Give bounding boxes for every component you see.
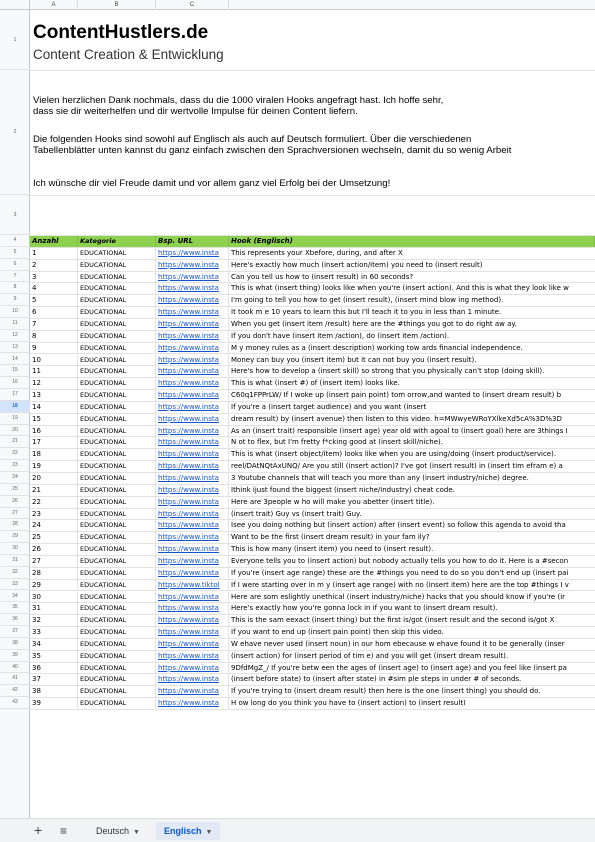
cell-url[interactable]: https://www.insta [156, 437, 229, 448]
table-row [30, 260, 595, 272]
table-row [30, 509, 595, 521]
row-header[interactable]: 33 [0, 579, 30, 591]
cell-url[interactable]: https://www.insta [156, 248, 229, 259]
cell-kategorie[interactable]: EDUCATIONAL [78, 686, 156, 697]
cell-url[interactable]: https://www.insta [156, 343, 229, 354]
table-row [30, 307, 595, 319]
cell-hook[interactable]: If you're trying to (insert dream result) then here is the one (insert thing) you should do. [231, 687, 541, 696]
cell-hook[interactable]: Ithink ijust found the biggest (insert niche/industry) cheat code. [231, 485, 455, 494]
row-header[interactable]: 10 [0, 306, 30, 318]
cell-hook[interactable]: Isee you doing nothing but (insert action) after (insert event) so follow this agenda to avoid tha [231, 521, 566, 530]
table-row [30, 248, 595, 260]
table-row [30, 615, 595, 627]
cell-url[interactable]: https://www.insta [156, 485, 229, 496]
cell-hook[interactable]: I'm going to tell you how to get (insert result), (insert mind blow ing method). [231, 296, 504, 305]
cell-anzahl[interactable]: 1 [30, 248, 78, 259]
cell-url[interactable]: https://www.insta [156, 272, 229, 283]
table-row [30, 402, 595, 414]
cell-anzahl[interactable]: 10 [30, 355, 78, 366]
row-header[interactable]: 26 [0, 496, 30, 508]
cell-url[interactable]: https://www.insta [156, 592, 229, 603]
cell-url[interactable]: https://www.insta [156, 260, 229, 271]
cell-url[interactable]: https://www.insta [156, 556, 229, 567]
cell-kategorie[interactable]: EDUCATIONAL [78, 366, 156, 377]
table-row [30, 319, 595, 331]
column-header-b[interactable]: B [78, 0, 156, 10]
cell-url[interactable]: https://www.insta [156, 603, 229, 614]
row-header[interactable]: 32 [0, 567, 30, 579]
cell-anzahl[interactable]: 3 [30, 272, 78, 283]
cell-kategorie[interactable]: EDUCATIONAL [78, 674, 156, 685]
row-divider [30, 195, 595, 196]
cell-kategorie[interactable]: EDUCATIONAL [78, 378, 156, 389]
cell-hook[interactable]: dream result) by (insert avenue) then listen to this video. h=MWwyeWRoYXlkeXd5cA%3D%3D [231, 414, 562, 423]
row-header[interactable]: 2 [0, 70, 30, 195]
select-all-corner[interactable] [0, 0, 30, 10]
cell-anzahl[interactable]: 32 [30, 615, 78, 626]
cell-anzahl[interactable]: 36 [30, 663, 78, 674]
row-header[interactable]: 3 [0, 195, 30, 235]
cell-hook[interactable]: This is what (insert thing) looks like when you're (insert action). And this is what they look like w [231, 284, 569, 293]
cell-anzahl[interactable]: 5 [30, 295, 78, 306]
cell-anzahl[interactable]: 14 [30, 402, 78, 413]
row-header[interactable]: 30 [0, 543, 30, 555]
cell-kategorie[interactable]: EDUCATIONAL [78, 272, 156, 283]
row-header[interactable]: 35 [0, 602, 30, 614]
row-header[interactable]: 16 [0, 377, 30, 389]
cell-url[interactable]: https://www.insta [156, 366, 229, 377]
cell-kategorie[interactable]: EDUCATIONAL [78, 414, 156, 425]
cell-url[interactable]: https://www.insta [156, 532, 229, 543]
cell-url[interactable]: https://www.insta [156, 651, 229, 662]
cell-kategorie[interactable]: EDUCATIONAL [78, 627, 156, 638]
cell-url[interactable]: https://www.insta [156, 283, 229, 294]
cell-hook[interactable]: This is what (insert object/item) looks like when you are using/doing (insert product/service). [231, 450, 557, 459]
row-header[interactable]: 12 [0, 330, 30, 342]
cell-kategorie[interactable]: EDUCATIONAL [78, 556, 156, 567]
cell-hook[interactable]: C60q1FPPrLW/ If I woke up (insert pain point) tom orrow,and wanted to (insert dream result) b [231, 391, 562, 400]
row-header[interactable]: 28 [0, 519, 30, 531]
cell-hook[interactable]: Here's exactly how much (insert action/item) you need to (insert result) [231, 260, 483, 269]
cell-url[interactable]: https://www.insta [156, 461, 229, 472]
sheet-tab-bar [0, 818, 595, 842]
column-header-strip [0, 0, 595, 10]
cell-hook[interactable]: It took m e 10 years to learn this but I'll teach it to you in less than 1 minute. [231, 308, 502, 317]
row-header[interactable]: 38 [0, 638, 30, 650]
row-divider [30, 70, 595, 71]
cell-kategorie[interactable]: EDUCATIONAL [78, 437, 156, 448]
row-header[interactable]: 23 [0, 460, 30, 472]
cell-kategorie[interactable]: EDUCATIONAL [78, 580, 156, 591]
cell-hook[interactable]: 3 Youtube channels that will teach you more than any (insert industry/niche) degree. [231, 474, 529, 482]
row-header[interactable]: 22 [0, 448, 30, 460]
cell-kategorie[interactable]: EDUCATIONAL [78, 663, 156, 674]
table-row [30, 473, 595, 485]
table-row [30, 568, 595, 580]
cell-anzahl[interactable]: 23 [30, 509, 78, 520]
table-row [30, 414, 595, 426]
cell-url[interactable]: https://www.insta [156, 509, 229, 520]
table-row [30, 272, 595, 284]
cell-hook[interactable]: (insert trait) Guy vs (insert trait) Guy. [231, 509, 362, 518]
cell-hook[interactable]: When you get (insert item /result) here are the #things you got to do right aw ay. [231, 319, 517, 328]
cell-anzahl[interactable]: 17 [30, 437, 78, 448]
cell-anzahl[interactable]: 7 [30, 319, 78, 330]
brand-title: ContentHustlers.de [33, 22, 209, 43]
cell-kategorie[interactable]: EDUCATIONAL [78, 248, 156, 259]
cell-hook[interactable]: This represents your Xbefore, during, and after X [231, 248, 403, 257]
cell-url[interactable]: https://www.insta [156, 307, 229, 318]
header-anzahl[interactable]: Anzahl [30, 236, 78, 247]
table-row [30, 390, 595, 402]
chevron-down-icon[interactable]: ▼ [133, 829, 140, 836]
cell-kategorie[interactable]: EDUCATIONAL [78, 532, 156, 543]
cell-url[interactable]: https://www.insta [156, 355, 229, 366]
table-row [30, 485, 595, 497]
intro-paragraph-1-line-1: Vielen herzlichen Dank nochmals, dass du die 1000 viralen Hooks angefragt hast. Ich hoffe sehr, [33, 95, 444, 106]
cell-hook[interactable]: Here's exactly how you're gonna lock in if you want to (insert dream result). [231, 604, 498, 613]
cell-hook[interactable]: As an (insert trait) responsible (insert age) year old with agoal to (insert goal) here are 3things I [231, 426, 568, 435]
cell-anzahl[interactable]: 19 [30, 461, 78, 472]
table-row [30, 556, 595, 568]
tab-label: Deutsch [96, 826, 130, 836]
header-url[interactable]: Bsp. URL [156, 236, 229, 247]
row-header-strip [0, 10, 30, 818]
cell-kategorie[interactable]: EDUCATIONAL [78, 260, 156, 271]
row-header[interactable]: 19 [0, 413, 30, 425]
row-header[interactable]: 25 [0, 484, 30, 496]
cell-url[interactable]: https://www.insta [156, 414, 229, 425]
cell-anzahl[interactable]: 11 [30, 366, 78, 377]
cell-kategorie[interactable]: EDUCATIONAL [78, 283, 156, 294]
table-row [30, 378, 595, 390]
row-header[interactable]: 29 [0, 531, 30, 543]
cell-kategorie[interactable]: EDUCATIONAL [78, 355, 156, 366]
cell-url[interactable]: https://www.insta [156, 319, 229, 330]
column-header-d[interactable] [229, 0, 595, 10]
cell-hook[interactable]: N ot to flex, but I'm fretty f*cking good at (insert skill/niche). [231, 438, 443, 447]
cell-url[interactable]: https://www.insta [156, 295, 229, 306]
cell-hook[interactable]: (insert before state) to (insert after state) in #sim ple steps in under # of seconds. [231, 675, 522, 684]
row-header[interactable]: 11 [0, 318, 30, 330]
cell-anzahl[interactable]: 37 [30, 674, 78, 685]
intro-paragraph-3: Ich wünsche dir viel Freude damit und vor allem ganz viel Erfolg bei der Umsetzung! [33, 178, 391, 189]
cell-url[interactable]: https://www.insta [156, 402, 229, 413]
cell-url[interactable]: https://www.insta [156, 698, 229, 709]
cell-anzahl[interactable]: 24 [30, 520, 78, 531]
cell-hook[interactable]: If I were starting over in m y (insert age range) with no (insert item) here are the top #things I v [231, 580, 569, 589]
cell-anzahl[interactable]: 31 [30, 603, 78, 614]
row-header[interactable]: 21 [0, 436, 30, 448]
cell-anzahl[interactable]: 34 [30, 639, 78, 650]
cell-url[interactable]: https://www.insta [156, 473, 229, 484]
cell-kategorie[interactable]: EDUCATIONAL [78, 497, 156, 508]
row-header[interactable]: 41 [0, 673, 30, 685]
cell-url[interactable]: https://www.insta [156, 426, 229, 437]
table-row [30, 532, 595, 544]
cell-url[interactable]: https://www.insta [156, 520, 229, 531]
cell-kategorie[interactable]: EDUCATIONAL [78, 520, 156, 531]
cell-hook[interactable]: W ehave never used (insert noun) in our hom ebecause w ehave found it to be generally (inser [231, 639, 565, 648]
table-row [30, 592, 595, 604]
cell-kategorie[interactable]: EDUCATIONAL [78, 485, 156, 496]
cell-kategorie[interactable]: EDUCATIONAL [78, 473, 156, 484]
table-row [30, 663, 595, 675]
row-header[interactable]: 8 [0, 282, 30, 294]
cell-hook[interactable]: M y money rules as a (insert description) working tow ards financial independence. [231, 343, 523, 352]
row-header[interactable]: 17 [0, 389, 30, 401]
cell-anzahl[interactable]: 22 [30, 497, 78, 508]
cell-hook[interactable]: Here's how to develop a (insert skill) so strong that you physically can't stop (doing skill). [231, 367, 545, 376]
cell-anzahl[interactable]: 8 [30, 331, 78, 342]
table-row [30, 295, 595, 307]
add-sheet-button[interactable]: + [34, 822, 43, 838]
table-row [30, 686, 595, 698]
cell-kategorie[interactable]: EDUCATIONAL [78, 592, 156, 603]
cell-url[interactable]: https://www.insta [156, 568, 229, 579]
tab-englisch[interactable] [156, 822, 220, 840]
cell-url[interactable]: https://www.insta [156, 331, 229, 342]
table-row [30, 343, 595, 355]
row-header[interactable]: 27 [0, 508, 30, 520]
cell-anzahl[interactable]: 27 [30, 556, 78, 567]
table-row [30, 355, 595, 367]
cell-anzahl[interactable]: 13 [30, 390, 78, 401]
row-header[interactable]: 34 [0, 591, 30, 603]
cell-kategorie[interactable]: EDUCATIONAL [78, 509, 156, 520]
cell-hook[interactable]: (insert action) for (insert period of tim e) and you will get (insert dream result). [231, 651, 509, 660]
cell-anzahl[interactable]: 33 [30, 627, 78, 638]
row-header[interactable]: 20 [0, 425, 30, 437]
row-header[interactable]: 13 [0, 342, 30, 354]
table-row [30, 461, 595, 473]
intro-paragraph-2-line-1: Die folgenden Hooks sind sowohl auf Englisch als auch auf Deutsch formuliert. Über die verschiedenen [33, 134, 472, 145]
intro-paragraph-2-line-2: Tabellenblätter unten kannst du ganz einfach zwischen den Sprachversionen wechseln, damit du so wenig Arbeit [33, 145, 512, 156]
cell-hook[interactable]: Here are 3people w ho will make you abetter (insert title). [231, 497, 435, 506]
row-header[interactable]: 37 [0, 626, 30, 638]
cell-anzahl[interactable]: 15 [30, 414, 78, 425]
cell-anzahl[interactable]: 12 [30, 378, 78, 389]
row-header[interactable]: 40 [0, 662, 30, 674]
row-header[interactable]: 15 [0, 365, 30, 377]
cell-kategorie[interactable]: EDUCATIONAL [78, 651, 156, 662]
table-row [30, 283, 595, 295]
table-row [30, 520, 595, 532]
cell-hook[interactable]: If you don't have (insert item /action), do (insert item /action). [231, 331, 450, 340]
cell-kategorie[interactable]: EDUCATIONAL [78, 603, 156, 614]
cell-kategorie[interactable]: EDUCATIONAL [78, 615, 156, 626]
row-header[interactable]: 7 [0, 271, 30, 283]
cell-url[interactable]: https://www.insta [156, 378, 229, 389]
cell-anzahl[interactable]: 21 [30, 485, 78, 496]
table-row [30, 603, 595, 615]
cell-url[interactable]: https://www.insta [156, 663, 229, 674]
row-header[interactable]: 42 [0, 685, 30, 697]
cell-hook[interactable]: H ow long do you think you have to (insert action) to (insert result) [231, 699, 466, 708]
cell-url[interactable]: https://www.insta [156, 686, 229, 697]
table-row [30, 426, 595, 438]
cell-anzahl[interactable]: 4 [30, 283, 78, 294]
cell-hook[interactable]: Here are som eslightly unethical (insert industry/niche) hacks that you should know if you're (ir [231, 592, 566, 601]
tab-label: Englisch [164, 826, 202, 836]
cell-hook[interactable]: Everyone tells you to (insert action) but nobody actually tells you how to do it. Here is a #secon [231, 556, 569, 565]
table-row [30, 437, 595, 449]
cell-hook[interactable]: This is what (insert #) of (insert item) looks like. [231, 379, 400, 388]
cell-kategorie[interactable]: EDUCATIONAL [78, 402, 156, 413]
cell-kategorie[interactable]: EDUCATIONAL [78, 295, 156, 306]
cell-anzahl[interactable]: 39 [30, 698, 78, 709]
row-header[interactable]: 31 [0, 555, 30, 567]
cell-kategorie[interactable]: EDUCATIONAL [78, 307, 156, 318]
row-header[interactable]: 39 [0, 650, 30, 662]
row-header[interactable]: 36 [0, 614, 30, 626]
cell-kategorie[interactable]: EDUCATIONAL [78, 426, 156, 437]
table-row [30, 651, 595, 663]
cell-hook[interactable]: If you're a (insert target audience) and you want (insert [231, 402, 427, 411]
table-row [30, 639, 595, 651]
row-header[interactable]: 24 [0, 472, 30, 484]
cell-url[interactable]: https://www.insta [156, 390, 229, 401]
cell-hook[interactable]: Can you tell us how to (insert result) in 60 seconds? [231, 272, 414, 281]
row-header[interactable]: 5 [0, 247, 30, 259]
table-header-row [30, 236, 595, 248]
table-row [30, 674, 595, 686]
row-header[interactable]: 4 [0, 235, 30, 247]
row-header[interactable]: 14 [0, 354, 30, 366]
cell-url[interactable]: https://www.insta [156, 497, 229, 508]
cell-kategorie[interactable]: EDUCATIONAL [78, 390, 156, 401]
table-row [30, 580, 595, 592]
cell-hook[interactable]: Money can buy you (insert item) but it can not buy you (insert result). [231, 355, 477, 364]
column-header-a[interactable]: A [30, 0, 78, 10]
table-row [30, 331, 595, 343]
all-sheets-menu-icon[interactable]: ≡ [60, 824, 68, 838]
cell-anzahl[interactable]: 25 [30, 532, 78, 543]
cell-kategorie[interactable]: EDUCATIONAL [78, 639, 156, 650]
header-kategorie[interactable]: Kategorie [78, 236, 156, 247]
cell-hook[interactable]: If you want to end up (insert pain point) then skip this video. [231, 628, 444, 637]
cell-anzahl[interactable]: 30 [30, 592, 78, 603]
cell-anzahl[interactable]: 28 [30, 568, 78, 579]
cell-anzahl[interactable]: 6 [30, 307, 78, 318]
header-hook[interactable]: Hook (Englisch) [229, 236, 595, 247]
cell-kategorie[interactable]: EDUCATIONAL [78, 544, 156, 555]
cell-anzahl[interactable]: 35 [30, 651, 78, 662]
table-row [30, 497, 595, 509]
cell-anzahl[interactable]: 18 [30, 449, 78, 460]
intro-paragraph-1-line-2: dass sie dir weiterhelfen und dir wertvolle Impulse für deinen Content liefern. [33, 106, 358, 117]
cell-url[interactable]: https://www.insta [156, 615, 229, 626]
chevron-down-icon[interactable]: ▼ [205, 829, 213, 836]
table-row [30, 544, 595, 556]
cell-anzahl[interactable]: 9 [30, 343, 78, 354]
table-row [30, 627, 595, 639]
row-header[interactable]: 18 [0, 401, 30, 413]
row-header[interactable]: 9 [0, 294, 30, 306]
row-header[interactable]: 6 [0, 259, 30, 271]
cell-kategorie[interactable]: EDUCATIONAL [78, 568, 156, 579]
cell-url[interactable]: https://www.insta [156, 544, 229, 555]
cell-anzahl[interactable]: 38 [30, 686, 78, 697]
cell-kategorie[interactable]: EDUCATIONAL [78, 449, 156, 460]
table-row [30, 366, 595, 378]
cell-hook[interactable]: reel/DAtNQtAxUNQ/ Are you still (insert action)? I've got (insert result) in (insert tim efram e) a [231, 462, 563, 471]
cell-kategorie[interactable]: EDUCATIONAL [78, 331, 156, 342]
cell-anzahl[interactable]: 20 [30, 473, 78, 484]
table-row [30, 449, 595, 461]
tab-deutsch[interactable] [88, 822, 148, 840]
cell-anzahl[interactable]: 2 [30, 260, 78, 271]
cell-kategorie[interactable]: EDUCATIONAL [78, 698, 156, 709]
cell-url[interactable]: https://www.insta [156, 627, 229, 638]
table-row [30, 698, 595, 710]
cell-url[interactable]: https://www.insta [156, 449, 229, 460]
cell-kategorie[interactable]: EDUCATIONAL [78, 319, 156, 330]
cell-anzahl[interactable]: 29 [30, 580, 78, 591]
brand-subtitle: Content Creation & Entwicklung [33, 47, 224, 62]
cell-anzahl[interactable]: 26 [30, 544, 78, 555]
cell-kategorie[interactable]: EDUCATIONAL [78, 343, 156, 354]
cell-url[interactable]: https://www.insta [156, 674, 229, 685]
cell-hook[interactable]: Want to be the first (insert dream result) in your fam ily? [231, 533, 430, 542]
column-header-c[interactable]: C [156, 0, 229, 10]
cell-url[interactable]: https://www.tiktol [156, 580, 229, 591]
cell-hook[interactable]: This is the sam eexact (insert thing) but the first is/got (insert result and the second is/got X [231, 616, 555, 625]
cell-url[interactable]: https://www.insta [156, 639, 229, 650]
cell-hook[interactable]: If you're (insert age range) these are the #things you need to do so you don't end up (insert pai [231, 568, 569, 577]
cell-hook[interactable]: 9DfdMgZ_/ If you're betw een the ages of (insert age) to (insert age) and you feel like (insert pa [231, 663, 567, 672]
cell-hook[interactable]: This is how many (insert item) you need to (insert result). [231, 545, 434, 554]
row-header[interactable]: 1 [0, 10, 30, 70]
cell-anzahl[interactable]: 16 [30, 426, 78, 437]
cell-kategorie[interactable]: EDUCATIONAL [78, 461, 156, 472]
row-header[interactable]: 43 [0, 697, 30, 709]
